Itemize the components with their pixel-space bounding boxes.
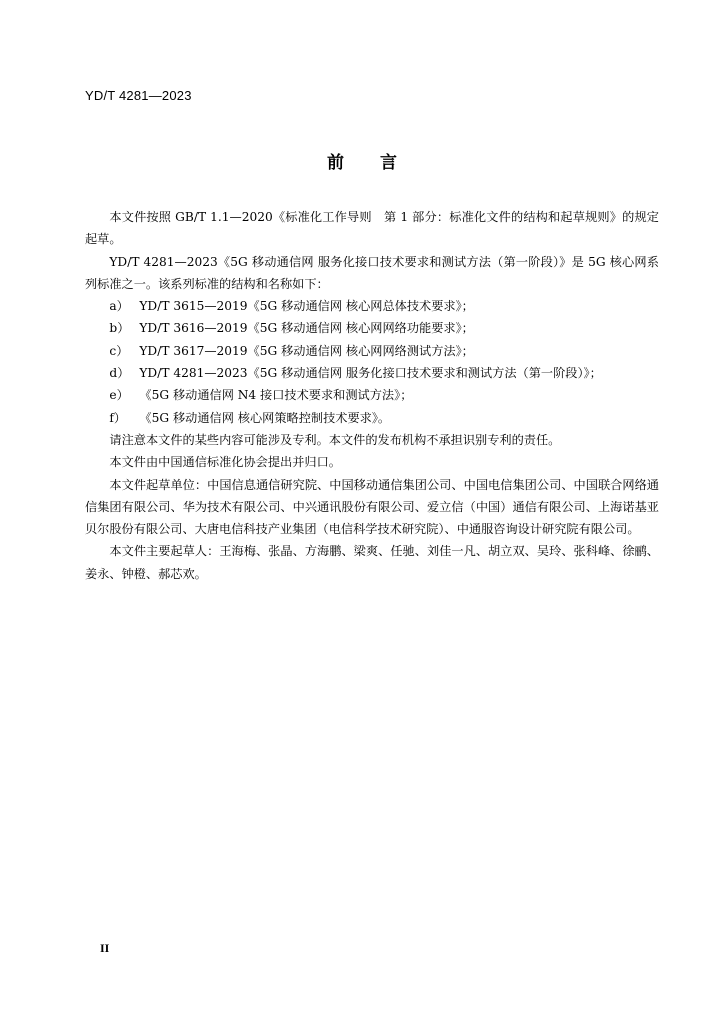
list-text: 《5G 移动通信网 核心网策略控制技术要求》。 bbox=[139, 410, 391, 425]
list-item bbox=[85, 340, 659, 362]
page-number: II bbox=[100, 941, 110, 955]
proposer-paragraph: 本文件由中国通信标准化协会提出并归口。 bbox=[109, 455, 341, 470]
list-text: YD/T 4281—2023《5G 移动通信网 服务化接口技术要求和测试方法（第一阶段）》； bbox=[139, 366, 602, 381]
list-text: YD/T 3616—2019《5G 移动通信网 核心网网络功能要求》； bbox=[139, 321, 474, 336]
series-intro-paragraph: YD/T 4281—2023《5G 移动通信网 服务化接口技术要求和测试方法（第一阶段）》是 5G 核心网系列标准之一。该系列标准的结构和名称如下： bbox=[85, 254, 659, 291]
list-item bbox=[85, 362, 659, 384]
list-text: YD/T 3617—2019《5G 移动通信网 核心网网络测试方法》； bbox=[139, 343, 474, 358]
list-item bbox=[85, 407, 659, 429]
list-item bbox=[85, 295, 659, 317]
list-marker: b） bbox=[109, 321, 130, 336]
list-item bbox=[85, 317, 659, 339]
drafting-basis-paragraph: 本文件按照 GB/T 1.1—2020《标准化工作导则 第 1 部分：标准化文件的结构和起草规则》的规定起草。 bbox=[85, 210, 659, 247]
list-marker: d） bbox=[109, 366, 130, 381]
list-marker: a） bbox=[109, 299, 129, 314]
list-item bbox=[85, 384, 659, 406]
page-title: 前言 bbox=[327, 153, 433, 173]
document-body bbox=[85, 206, 659, 585]
list-text: YD/T 3615—2019《5G 移动通信网 核心网总体技术要求》； bbox=[139, 299, 474, 314]
drafting-units-paragraph: 本文件起草单位：中国信息通信研究院、中国移动通信集团公司、中国电信集团公司、中国联合网络通信集团有限公司、华为技术有限公司、中兴通讯股份有限公司、爱立信（中国）通信有限公司、上海诺基亚贝尔股份有限公司、大唐电信科技产业集团（电信科学技术研究院）、中通服咨询设计研究院有限公司。 bbox=[85, 477, 659, 537]
series-list bbox=[85, 295, 659, 429]
list-marker: e） bbox=[109, 388, 129, 403]
list-marker: f） bbox=[109, 410, 127, 425]
list-text: 《5G 移动通信网 N4 接口技术要求和测试方法》； bbox=[139, 388, 413, 403]
drafters-paragraph: 本文件主要起草人：王海梅、张晶、方海鹏、梁爽、任驰、刘佳一凡、胡立双、吴玲、张科峰、徐鹂、姜永、钟橙、郝芯欢。 bbox=[85, 544, 659, 581]
patent-notice-paragraph: 请注意本文件的某些内容可能涉及专利。本文件的发布机构不承担识别专利的责任。 bbox=[109, 432, 561, 447]
list-marker: c） bbox=[109, 343, 129, 358]
standard-code: YD/T 4281—2023 bbox=[85, 88, 192, 103]
